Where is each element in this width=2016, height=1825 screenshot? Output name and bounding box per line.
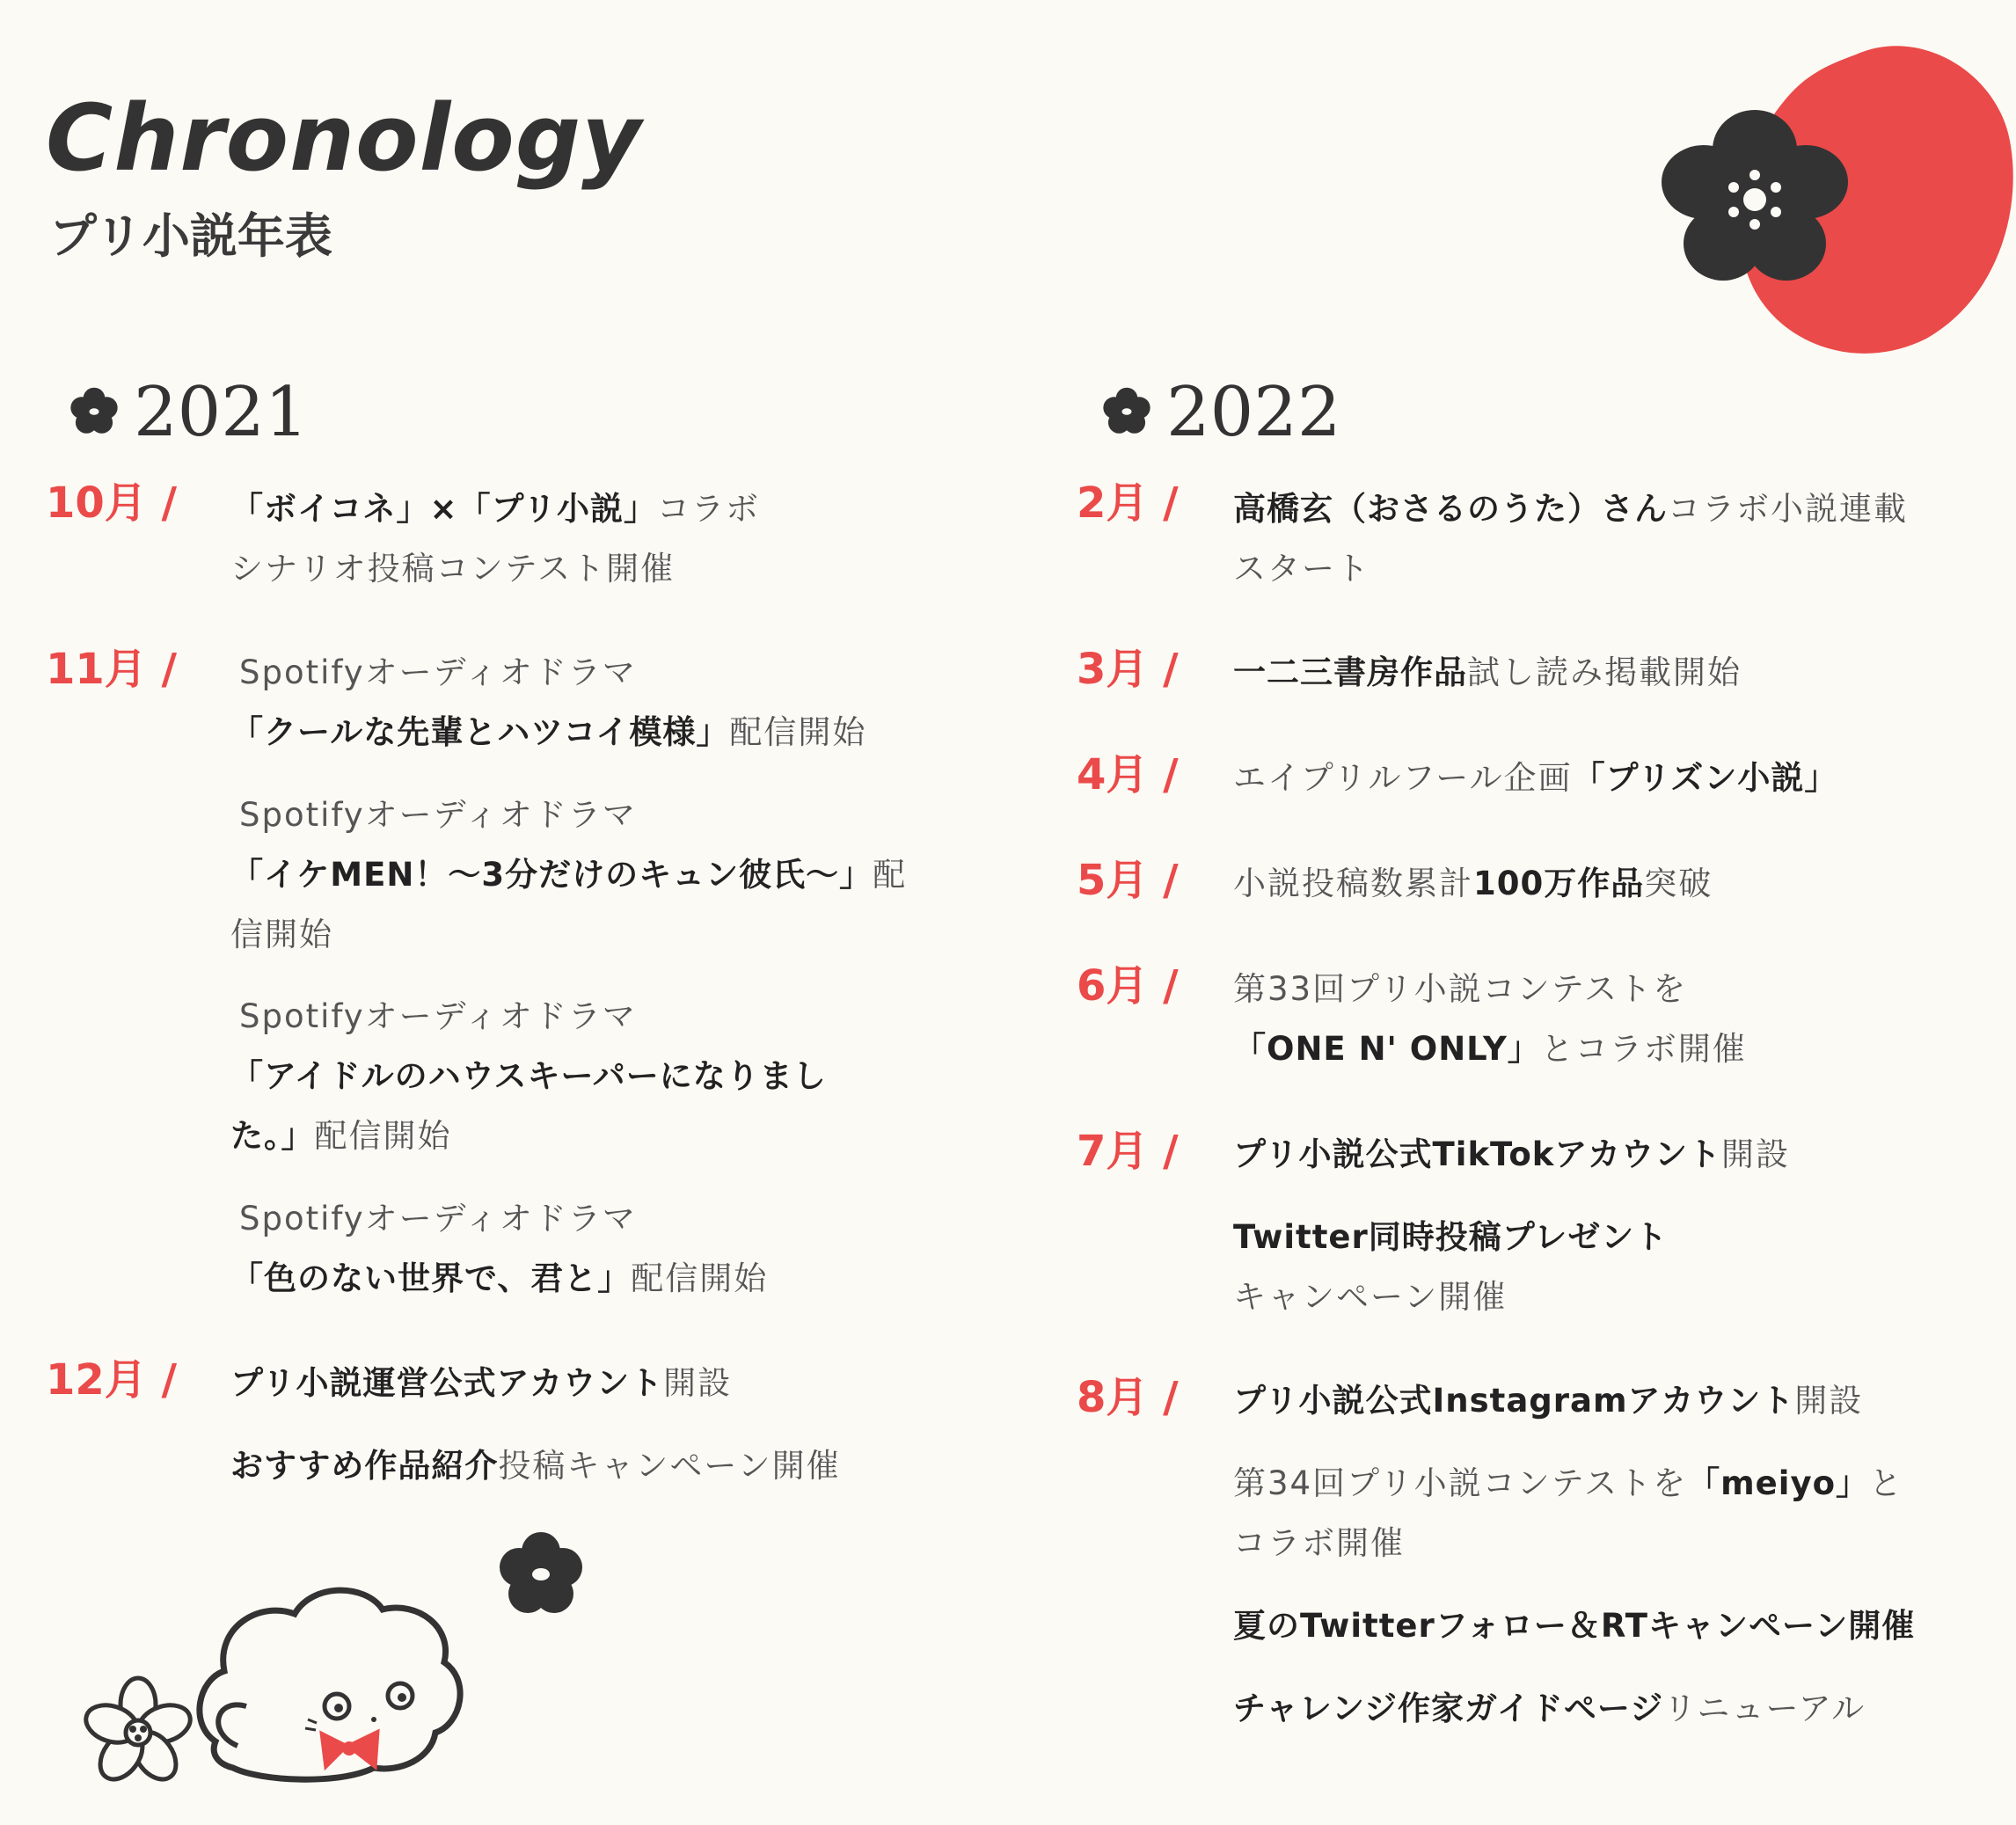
timeline-entry: エイプリルフール企画「プリズン小説」	[1233, 759, 1838, 797]
timeline-entry: 第34回プリ小説コンテストを「meiyo」と コラボ開催	[1233, 1464, 1903, 1562]
month-label: 8月 /	[1077, 1373, 1179, 1422]
timeline-entry: 一二三書房作品試し読み掲載開始	[1233, 653, 1742, 691]
timeline-entry: 夏のTwitterフォロー＆RTキャンペーン開催	[1233, 1607, 1916, 1645]
page-title: Chronology	[46, 84, 642, 192]
timeline-entry: 「ボイコネ」×「プリ小説」コラボ シナリオ投稿コンテスト開催	[230, 490, 761, 588]
month-label: 10月 /	[46, 478, 178, 528]
timeline-entry: プリ小説公式TikTokアカウント開設	[1233, 1135, 1791, 1173]
timeline-entry: Twitter同時投稿プレゼント キャンペーン開催	[1233, 1218, 1669, 1316]
timeline-entry: 小説投稿数累計100万作品突破	[1233, 865, 1713, 902]
month-label: 12月 /	[46, 1355, 178, 1405]
mascot-illustration	[84, 1522, 594, 1785]
month-label: 7月 /	[1077, 1127, 1179, 1176]
timeline-entry: Spotifyオーディオドラマ 「イケMEN！～3分だけのキュン彼氏～」配 信開始	[230, 796, 908, 953]
month-label: 5月 /	[1077, 856, 1179, 905]
month-label: 4月 /	[1077, 750, 1179, 799]
timeline-entry: Spotifyオーディオドラマ 「クールな先輩とハツコイ模様」配信開始	[230, 653, 867, 751]
timeline-entry: プリ小説公式Instagramアカウント開設	[1233, 1382, 1864, 1420]
month-label: 11月 /	[46, 645, 178, 694]
timeline-entry: 第33回プリ小説コンテストを 「ONE N' ONLY」とコラボ開催	[1233, 970, 1747, 1068]
timeline-entry: チャレンジ作家ガイドページリニューアル	[1233, 1690, 1866, 1727]
flower-icon	[1099, 384, 1154, 439]
timeline-entry: Spotifyオーディオドラマ 「色のない世界で、君と」配信開始	[230, 1200, 769, 1297]
month-label: 2月 /	[1077, 478, 1179, 528]
timeline-entry: Spotifyオーディオドラマ 「アイドルのハウスキーパーになりまし た。」配信開始	[230, 997, 827, 1155]
year-heading-2022: 2022	[1166, 373, 1341, 452]
year-heading-2021: 2021	[134, 373, 309, 452]
month-label: 6月 /	[1077, 961, 1179, 1011]
timeline-entry: おすすめ作品紹介投稿キャンペーン開催	[230, 1447, 841, 1485]
flower-icon	[67, 384, 121, 439]
timeline-entry: プリ小説運営公式アカウント開設	[230, 1364, 733, 1402]
timeline-entry: 高橋玄（おさるのうた）さんコラボ小説連載 スタート	[1233, 490, 1908, 588]
month-label: 3月 /	[1077, 645, 1179, 694]
page-subtitle: プリ小説年表	[49, 208, 332, 264]
flower-icon	[1654, 110, 1856, 286]
